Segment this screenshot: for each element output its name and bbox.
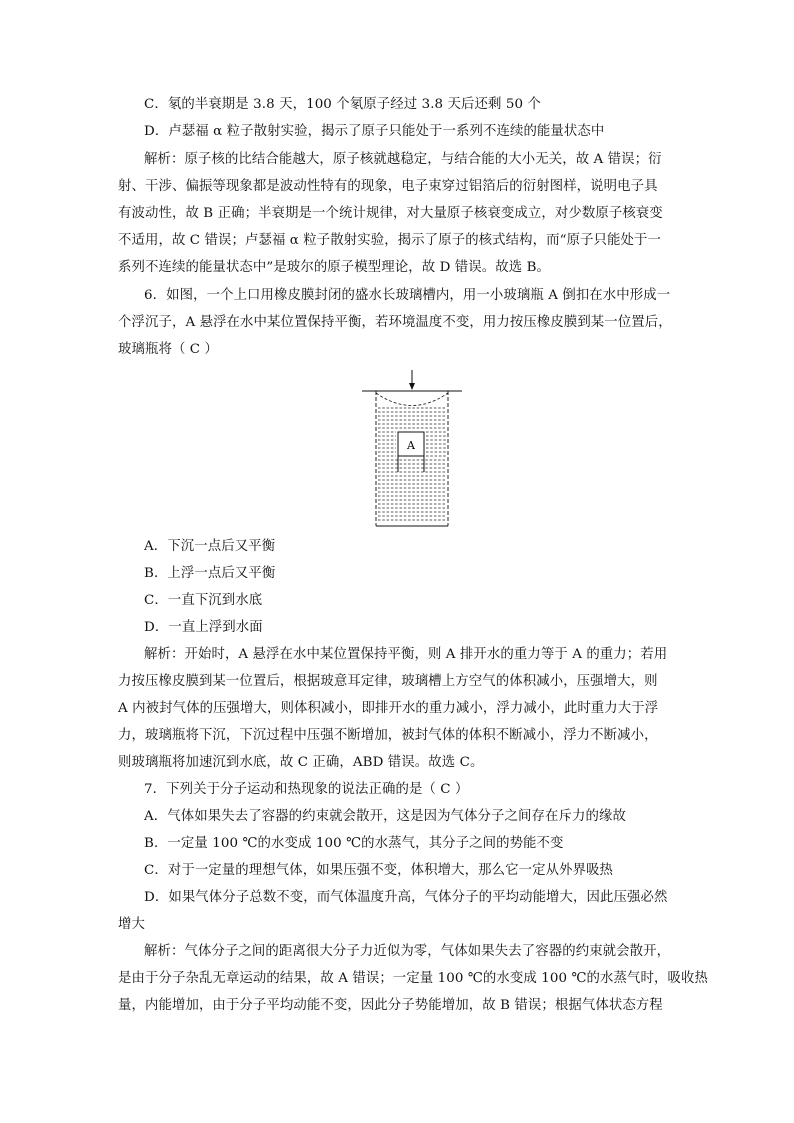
q7-option-a: A．气体如果失去了容器的约束就会散开，这是因为气体分子之间存在斥力的缘故 (144, 809, 626, 824)
q6-stem-line: 6．如图，一个上口用橡皮膜封闭的盛水长玻璃槽内，用一小玻璃瓶 A 倒扣在水中形成一 (144, 288, 671, 303)
q5-analysis-line: 不适用，故 C 错误；卢瑟福 α 粒子散射实验，揭示了原子的核式结构，而“原子只能处于一 (118, 233, 662, 248)
q7-option-b: B．一定量 100 ℃的水变成 100 ℃的水蒸气，其分子之间的势能不变 (144, 836, 564, 851)
q5-analysis-line: 解析：原子核的比结合能越大，原子核就越稳定，与结合能的大小无关，故 A 错误；衍 (144, 152, 662, 167)
q5-analysis-line: 系列不连续的能量状态中”是玻尔的原子模型理论，故 D 错误。故选 B。 (118, 260, 551, 275)
q5-analysis-line: 有波动性，故 B 正确；半衰期是一个统计规律，对大量原子核衰变成立，对少数原子核衰变 (118, 206, 663, 221)
q5-analysis-line: 射、干涉、偏振等现象都是波动性特有的现象，电子束穿过铝箔后的衍射图样，说明电子具 (118, 179, 658, 194)
q6-analysis-line: A 内被封气体的压强增大，则体积减小，即排开水的重力减小，浮力减小，此时重力大于浮 (118, 701, 659, 716)
q7-analysis-line: 是由于分子杂乱无章运动的结果，故 A 错误；一定量 100 ℃的水变成 100 ℃的水蒸气时，吸收热 (118, 971, 708, 986)
cartesian-diver-figure (360, 368, 470, 530)
q6-option-d: D．一直上浮到水面 (144, 620, 263, 635)
q6-option-b: B．上浮一点后又平衡 (144, 566, 276, 581)
q7-option-d-continued: 增大 (118, 917, 145, 932)
press-arrow-head (409, 383, 415, 390)
water-hatching (378, 408, 446, 520)
q7-stem: 7．下列关于分子运动和热现象的说法正确的是（ C ） (144, 782, 469, 797)
q5-option-c: C．氡的半衰期是 3.8 天，100 个氡原子经过 3.8 天后还剩 50 个 (144, 97, 541, 112)
q5-option-d: D．卢瑟福 α 粒子散射实验，揭示了原子只能处于一系列不连续的能量状态中 (144, 124, 605, 139)
q6-analysis-line: 力按压橡皮膜到某一位置后，根据玻意耳定律，玻璃槽上方空气的体积减小，压强增大，则 (118, 674, 658, 689)
q6-stem-line: 玻璃瓶将（ C ） (118, 342, 219, 357)
tank-diagram (360, 368, 470, 530)
q7-analysis-line: 解析：气体分子之间的距离很大分子力近似为零，气体如果失去了容器的约束就会散开， (144, 944, 671, 959)
bottle-label: A (407, 439, 415, 452)
q7-analysis-line: 量，内能增加，由于分子平均动能不变，因此分子势能增加，故 B 错误；根据气体状态方程 (118, 998, 663, 1013)
q7-option-c: C．对于一定量的理想气体，如果压强不变，体积增大，那么它一定从外界吸热 (144, 863, 614, 878)
q6-analysis-line: 则玻璃瓶将加速沉到水底，故 C 正确，ABD 错误。故选 C。 (118, 755, 484, 770)
q7-option-d: D．如果气体分子总数不变，而气体温度升高，气体分子的平均动能增大，因此压强必然 (144, 890, 668, 905)
q6-stem-line: 个浮沉子，A 悬浮在水中某位置保持平衡，若环境温度不变，用力按压橡皮膜到某一位置后， (118, 315, 672, 330)
q6-option-c: C．一直下沉到水底 (144, 593, 263, 608)
q6-analysis-line: 力，玻璃瓶将下沉，下沉过程中压强不断增加，被封气体的体积不断减小，浮力不断减小， (118, 728, 658, 743)
rubber-membrane (376, 393, 448, 406)
q6-option-a: A．下沉一点后又平衡 (144, 539, 276, 554)
q6-analysis-line: 解析：开始时，A 悬浮在水中某位置保持平衡，则 A 排开水的重力等于 A 的重力；若用 (144, 647, 668, 662)
